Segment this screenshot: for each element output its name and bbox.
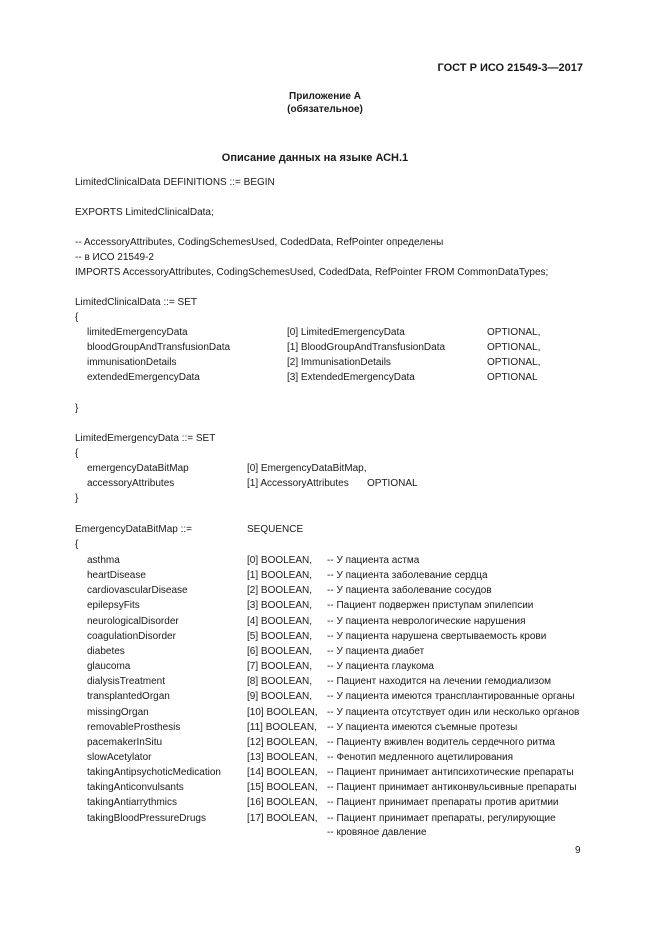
section-title: Описание данных на языке АСН.1 bbox=[221, 152, 409, 164]
bitmap-type-keyword: SEQUENCE bbox=[247, 524, 304, 535]
field-type: [5] BOOLEAN, bbox=[247, 631, 313, 642]
field-type: [9] BOOLEAN, bbox=[247, 691, 313, 702]
field-comment: -- У пациента нарушена свертываемость крови bbox=[327, 631, 547, 642]
field-comment: -- Пациент принимает антиконвульсивные препараты bbox=[327, 782, 577, 793]
led-set-line: LimitedEmergencyData ::= SET bbox=[75, 433, 216, 444]
field-name: glaucoma bbox=[87, 661, 131, 672]
field-name: accessoryAttributes bbox=[87, 478, 175, 489]
field-name: takingAntiarrythmics bbox=[87, 797, 178, 808]
field-name: asthma bbox=[87, 555, 120, 566]
field-tag: [1] AccessoryAttributes bbox=[247, 478, 349, 489]
field-name: immunisationDetails bbox=[87, 357, 177, 368]
field-name: pacemakerInSitu bbox=[87, 737, 163, 748]
field-name: cardiovascularDisease bbox=[87, 585, 188, 596]
field-name: removableProsthesis bbox=[87, 722, 181, 733]
field-type: [7] BOOLEAN, bbox=[247, 661, 313, 672]
definitions-line: LimitedClinicalData DEFINITIONS ::= BEGIN bbox=[75, 177, 275, 188]
field-name: takingBloodPressureDrugs bbox=[87, 813, 206, 824]
field-type: [12] BOOLEAN, bbox=[247, 737, 318, 748]
field-comment: -- Пациент принимает антипсихотические препараты bbox=[327, 767, 574, 778]
field-tag: [0] LimitedEmergencyData bbox=[287, 327, 405, 338]
field-comment: -- У пациента диабет bbox=[327, 646, 425, 657]
imports-line: IMPORTS AccessoryAttributes, CodingSchemesUsed, CodedData, RefPointer FROM CommonDataTypes; bbox=[75, 267, 549, 278]
appendix-title: Приложение А bbox=[289, 91, 361, 102]
field-comment: -- У пациента имеются трансплантированные органы bbox=[327, 691, 575, 702]
field-type: [6] BOOLEAN, bbox=[247, 646, 313, 657]
open-brace: { bbox=[75, 312, 79, 323]
close-brace: } bbox=[75, 403, 79, 414]
field-comment: -- Пациент находится на лечении гемодиализом bbox=[327, 676, 552, 687]
field-name: diabetes bbox=[87, 646, 125, 657]
field-tag: [0] EmergencyDataBitMap, bbox=[247, 463, 367, 474]
field-comment: -- У пациента астма bbox=[327, 555, 420, 566]
field-type: [3] BOOLEAN, bbox=[247, 600, 313, 611]
field-type: [16] BOOLEAN, bbox=[247, 797, 318, 808]
field-name: heartDisease bbox=[87, 570, 146, 581]
bitmap-type-name: EmergencyDataBitMap ::= bbox=[75, 524, 192, 535]
field-optional: OPTIONAL bbox=[487, 372, 538, 383]
field-tag: [3] ExtendedEmergencyData bbox=[287, 372, 415, 383]
page-number: 9 bbox=[575, 845, 581, 856]
field-name: slowAcetylator bbox=[87, 752, 152, 763]
field-comment: -- У пациента глаукома bbox=[327, 661, 434, 672]
comment-line: -- AccessoryAttributes, CodingSchemesUsed, CodedData, RefPointer определены bbox=[75, 237, 444, 248]
appendix-subtitle: (обязательное) bbox=[287, 104, 363, 115]
field-name: transplantedOrgan bbox=[87, 691, 170, 702]
open-brace: { bbox=[75, 448, 79, 459]
comment-continuation: -- кровяное давление bbox=[327, 827, 427, 838]
field-name: missingOrgan bbox=[87, 707, 149, 718]
field-name: bloodGroupAndTransfusionData bbox=[87, 342, 231, 353]
field-name: epilepsyFits bbox=[87, 600, 140, 611]
field-comment: -- У пациента отсутствует один или несколько органов bbox=[327, 707, 580, 718]
field-name: takingAnticonvulsants bbox=[87, 782, 184, 793]
lcd-set-line: LimitedClinicalData ::= SET bbox=[75, 297, 197, 308]
field-comment: -- У пациента имеются съемные протезы bbox=[327, 722, 518, 733]
close-brace: } bbox=[75, 493, 79, 504]
field-optional: OPTIONAL bbox=[367, 478, 418, 489]
field-name: neurologicalDisorder bbox=[87, 616, 179, 627]
field-name: emergencyDataBitMap bbox=[87, 463, 189, 474]
field-type: [2] BOOLEAN, bbox=[247, 585, 313, 596]
standard-header: ГОСТ Р ИСО 21549-3—2017 bbox=[437, 62, 583, 74]
field-comment: -- Пациент принимает препараты против аритмии bbox=[327, 797, 559, 808]
field-comment: -- Фенотип медленного ацетилирования bbox=[327, 752, 514, 763]
open-brace: { bbox=[75, 539, 79, 550]
field-type: [17] BOOLEAN, bbox=[247, 813, 318, 824]
field-comment: -- У пациента заболевание сосудов bbox=[327, 585, 492, 596]
exports-line: EXPORTS LimitedClinicalData; bbox=[75, 207, 214, 218]
field-comment: -- У пациента неврологические нарушения bbox=[327, 616, 526, 627]
field-type: [15] BOOLEAN, bbox=[247, 782, 318, 793]
comment-line: -- в ИСО 21549-2 bbox=[75, 252, 154, 263]
field-name: coagulationDisorder bbox=[87, 631, 176, 642]
field-type: [4] BOOLEAN, bbox=[247, 616, 313, 627]
field-type: [10] BOOLEAN, bbox=[247, 707, 318, 718]
field-type: [13] BOOLEAN, bbox=[247, 752, 318, 763]
field-comment: -- Пациент подвержен приступам эпилепсии bbox=[327, 600, 534, 611]
field-comment: -- Пациенту вживлен водитель сердечного ритма bbox=[327, 737, 555, 748]
field-type: [11] BOOLEAN, bbox=[247, 722, 317, 733]
field-name: takingAntipsychoticMedication bbox=[87, 767, 221, 778]
field-name: extendedEmergencyData bbox=[87, 372, 200, 383]
field-type: [8] BOOLEAN, bbox=[247, 676, 313, 687]
field-tag: [2] ImmunisationDetails bbox=[287, 357, 391, 368]
field-optional: OPTIONAL, bbox=[487, 357, 541, 368]
field-optional: OPTIONAL, bbox=[487, 342, 541, 353]
field-optional: OPTIONAL, bbox=[487, 327, 541, 338]
field-type: [1] BOOLEAN, bbox=[247, 570, 313, 581]
field-comment: -- Пациент принимает препараты, регулирующие bbox=[327, 813, 556, 824]
field-name: dialysisTreatment bbox=[87, 676, 165, 687]
field-type: [14] BOOLEAN, bbox=[247, 767, 318, 778]
field-tag: [1] BloodGroupAndTransfusionData bbox=[287, 342, 446, 353]
field-name: limitedEmergencyData bbox=[87, 327, 188, 338]
field-comment: -- У пациента заболевание сердца bbox=[327, 570, 488, 581]
field-type: [0] BOOLEAN, bbox=[247, 555, 313, 566]
